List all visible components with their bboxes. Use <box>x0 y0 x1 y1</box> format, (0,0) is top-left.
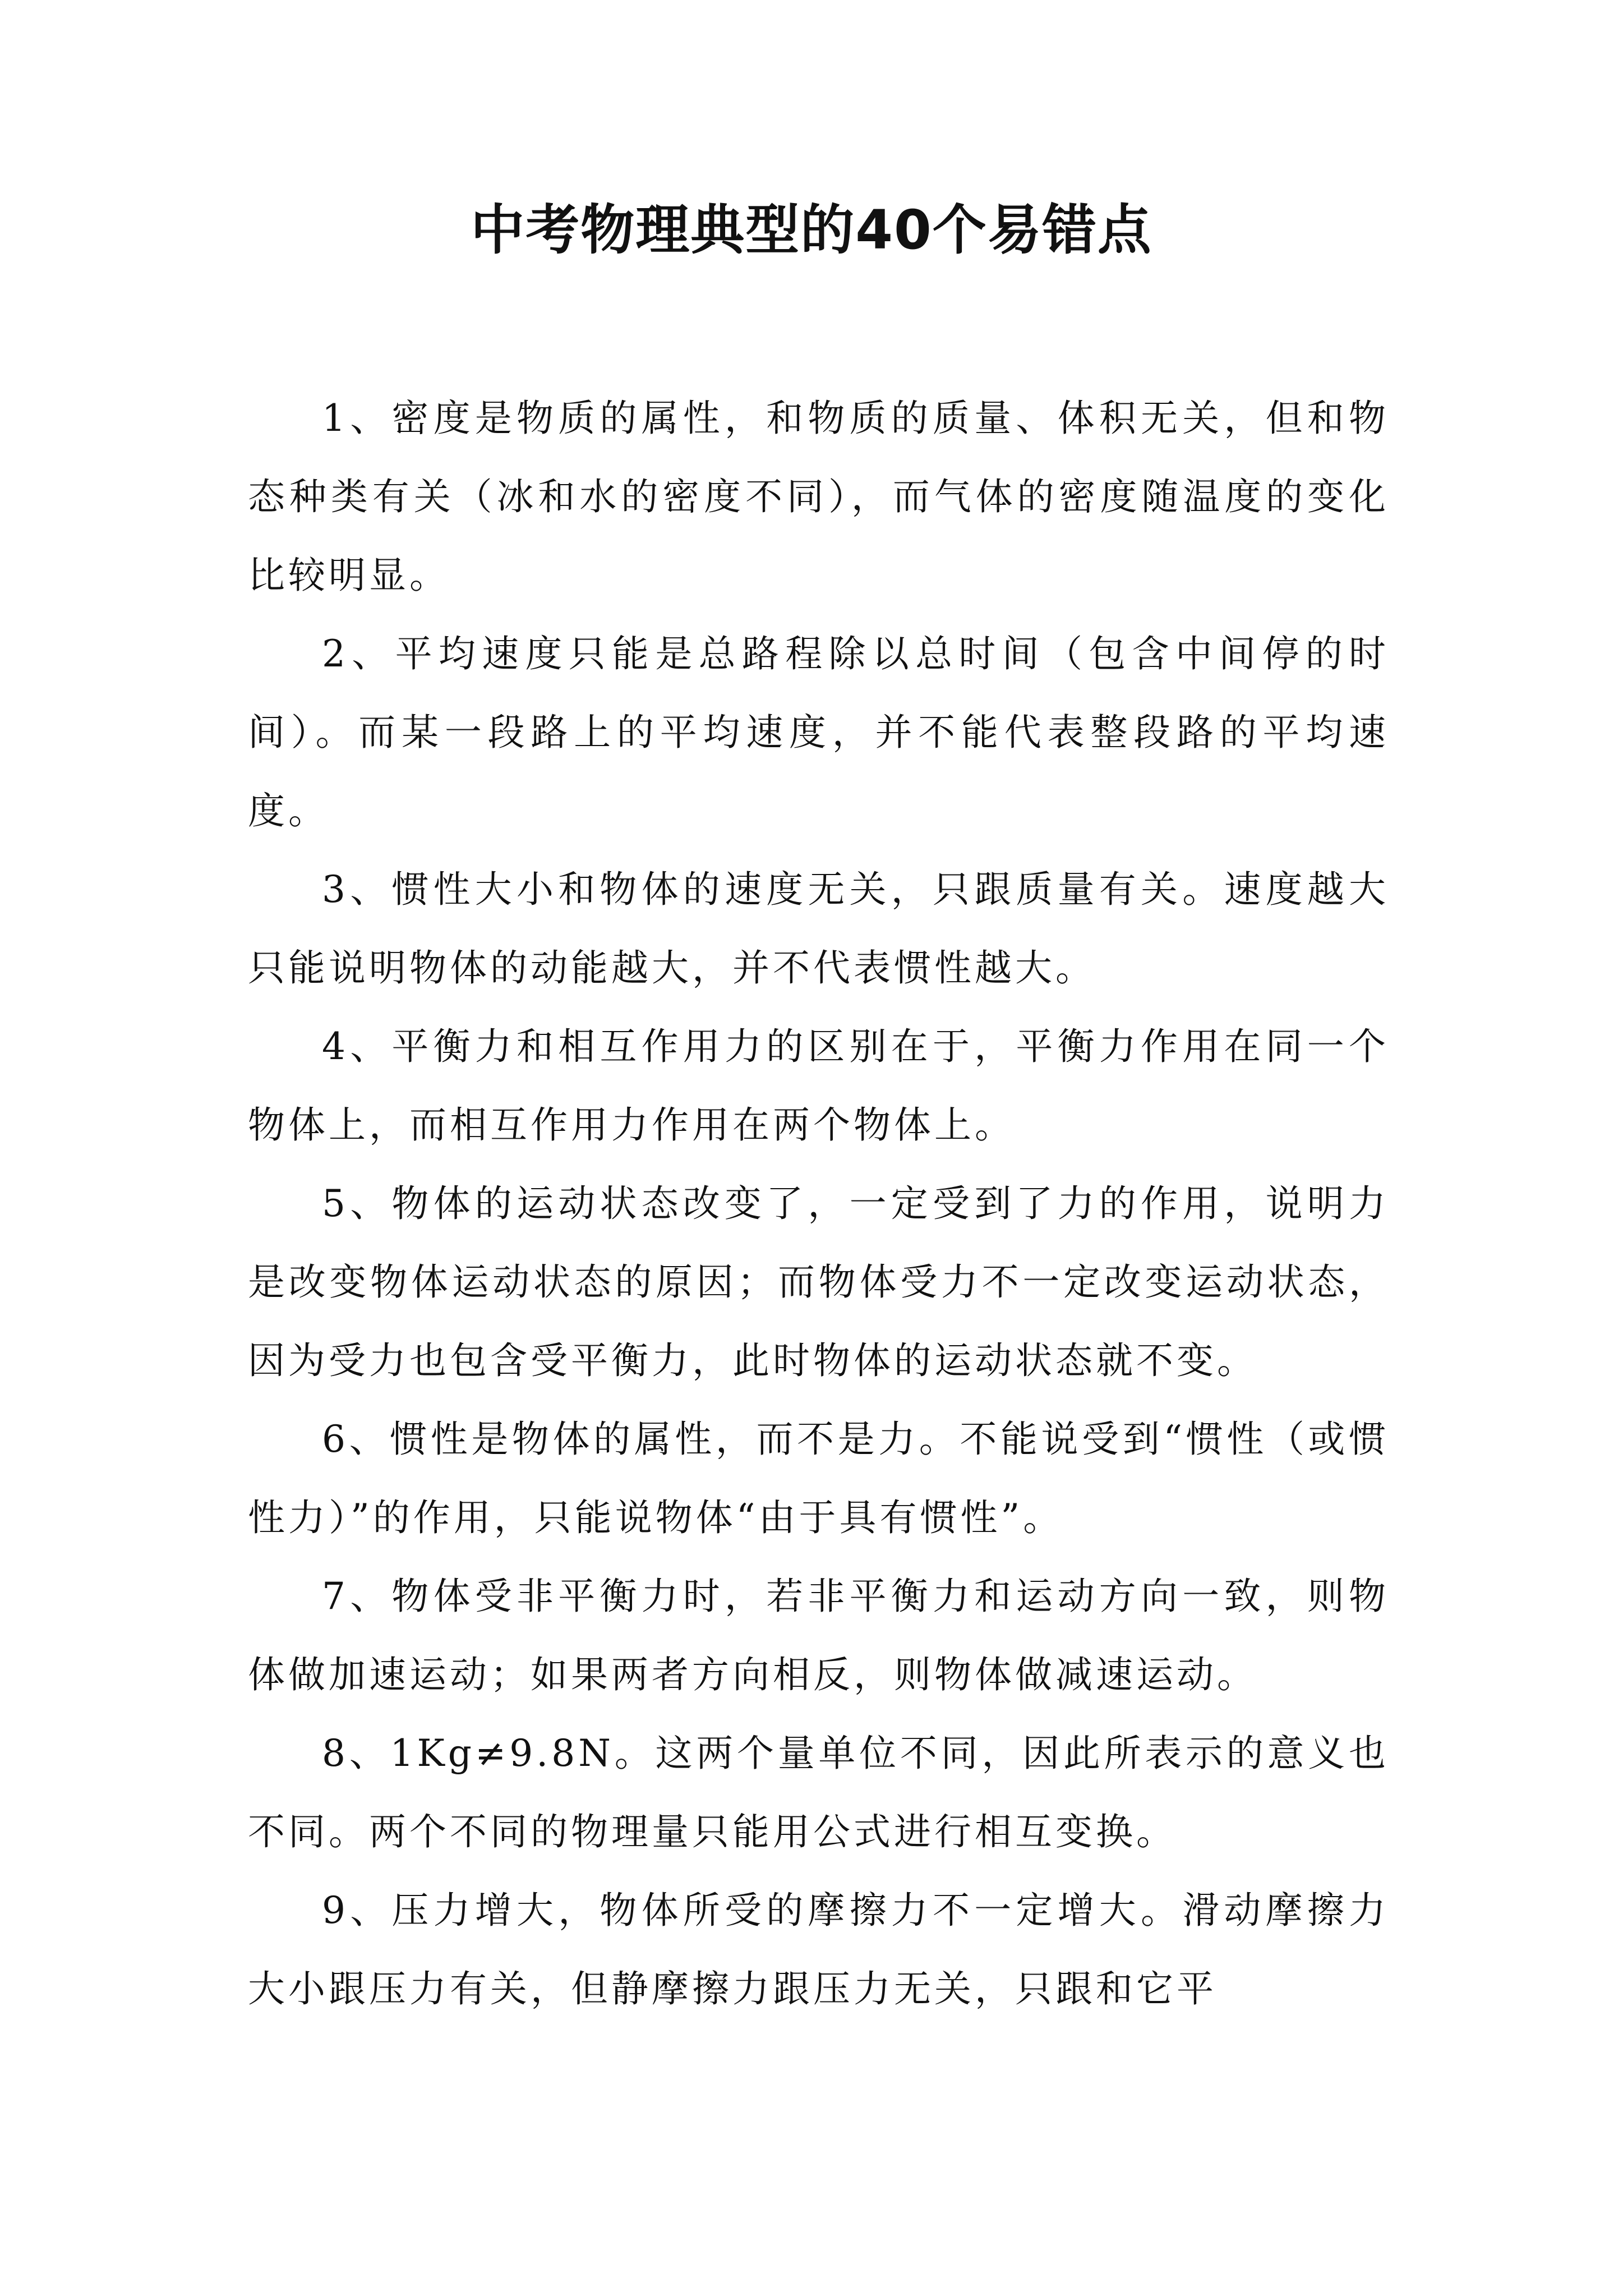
document-body <box>248 379 1389 2028</box>
list-item: 7、物体受非平衡力时，若非平衡力和运动方向一致，则物体做加速运动；如果两者方向相反，则物体做减速运动。 <box>248 1575 1389 1696</box>
list-item: 1、密度是物质的属性，和物质的质量、体积无关，但和物态种类有关（冰和水的密度不同），而气体的密度随温度的变化比较明显。 <box>248 397 1389 597</box>
page-title: 中考物理典型的40个易错点 <box>471 199 1152 261</box>
list-item: 6、惯性是物体的属性，而不是力。不能说受到“惯性（或惯性力）”的作用，只能说物体“由于具有惯性”。 <box>248 1418 1389 1539</box>
list-item: 2、平均速度只能是总路程除以总时间（包含中间停的时间）。而某一段路上的平均速度，并不能代表整段路的平均速度。 <box>248 632 1389 832</box>
list-item: 8、1Kg≠9.8N。这两个量单位不同，因此所表示的意义也不同。两个不同的物理量只能用公式进行相互变换。 <box>248 1732 1389 1853</box>
list-item: 9、压力增大，物体所受的摩擦力不一定增大。滑动摩擦力大小跟压力有关，但静摩擦力跟压力无关，只跟和它平 <box>248 1889 1389 2010</box>
list-item: 5、物体的运动状态改变了，一定受到了力的作用，说明力是改变物体运动状态的原因；而物体受力不一定改变运动状态，因为受力也包含受平衡力，此时物体的运动状态就不变。 <box>248 1182 1389 1382</box>
list-item: 3、惯性大小和物体的速度无关，只跟质量有关。速度越大只能说明物体的动能越大，并不代表惯性越大。 <box>248 868 1389 990</box>
list-item: 4、平衡力和相互作用力的区别在于，平衡力作用在同一个物体上，而相互作用力作用在两个物体上。 <box>248 1025 1389 1147</box>
